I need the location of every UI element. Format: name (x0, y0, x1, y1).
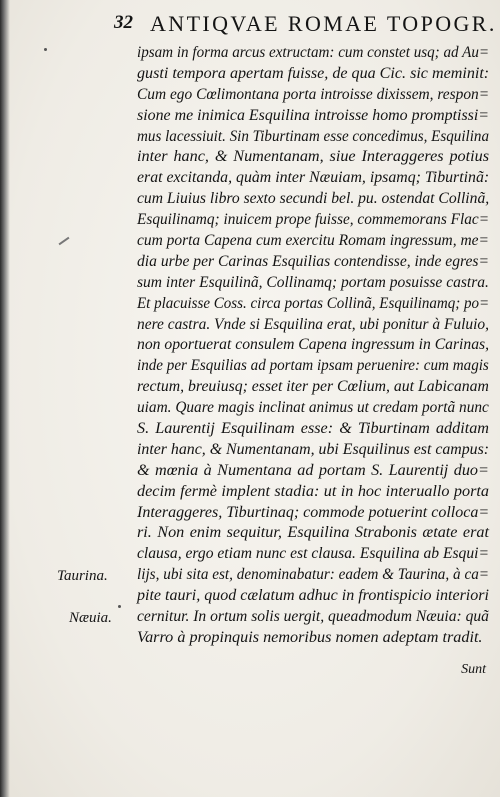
text-line: clausa, ergo etiam nunc est clausa. Esquilina ab Esqui= (137, 544, 489, 563)
text-line: decim fermè implent stadia: ut in hoc interuallo porta (137, 481, 490, 500)
text-line: Et placuisse Coss. circa portas Collinã, Esquilinamq; po= (137, 293, 490, 312)
text-line: rectum, breuiusq; esset iter per Cœlium, aut Labicanam (137, 377, 489, 396)
body-text (137, 42, 489, 648)
text-line: & mœnia à Numentana ad portam S. Laurentij duo= (137, 460, 489, 479)
text-line: Varro à propinquis nemoribus nomen adeptam tradit. (137, 627, 483, 646)
ink-mark (59, 237, 70, 246)
text-line: inter hanc, & Numentanam, siue Interaggeres potius (137, 147, 490, 166)
text-line: mus lacessiuit. Sin Tiburtinam esse concedimus, Esquilina (137, 126, 490, 145)
text-line: Esquilinamq; inuicem prope fuisse, commemorans Flac= (137, 210, 490, 229)
margin-note-naeuia: Næuia. (69, 610, 112, 626)
text-line: cum Liuius libro sexto secundi bel. pu. ostendat Collinã, (137, 189, 490, 208)
text-line: S. Laurentij Esquilinam esse: & Tiburtinam additam (137, 419, 489, 438)
margin-note-taurina: Taurina. (57, 568, 108, 584)
ink-speck (44, 48, 47, 51)
text-line: non oportuerat consulem Capena ingressum in Carinas, (137, 335, 490, 354)
text-line: sum inter Esquilinã, Collinamq; portam posuisse castra. (137, 272, 489, 291)
text-line: sione me inimica Esquilina introisse homo promptissi= (137, 105, 490, 124)
text-line: gusti tempora apertam fuisse, de qua Cic. sic meminit: (137, 63, 490, 82)
text-line: Cum ego Cœlimontana porta introisse dixissem, respon= (137, 84, 490, 103)
running-title: ANTIQVAE ROMAE TOPOGR. (150, 11, 497, 36)
text-line: lijs, ubi sita est, denominabatur: eadem & Taurina, à ca= (137, 565, 490, 584)
text-line: cernitur. In ortum solis uergit, queadmodum Næuia: quã (137, 607, 489, 626)
text-line: uiam. Quare magis inclinat animus ut credam portã nunc (137, 398, 489, 417)
catchword: Sunt (461, 662, 486, 677)
text-line: inde per Esquilias ad portam ipsam peruenire: cum magis (137, 356, 489, 375)
text-line: dia urbe per Carinas Esquilias contendisse, inde egres= (137, 251, 490, 270)
text-line: inter hanc, & Numentanam, ubi Esquilinus est campus: (137, 439, 490, 458)
page-header (114, 8, 497, 40)
binding-shadow (0, 0, 10, 797)
text-line: ri. Non enim sequitur, Esquilina Strabonis ætate erat (137, 523, 489, 542)
text-line: erat excitanda, quàm inter Næuiam, ipsamq; Tiburtinã: (137, 168, 490, 187)
page-number: 32 (114, 12, 133, 33)
text-line: pite tauri, quod cælatum adhuc in frontispicio interiori (137, 586, 489, 605)
text-line: cum porta Capena cum exercitu Romam ingressum, me= (137, 231, 489, 250)
text-line: Interaggeres, Tiburtinaq; commode potuerint colloca= (137, 502, 490, 521)
text-line: nere castra. Vnde si Esquilina erat, ubi ponitur à Fuluio, (137, 314, 490, 333)
text-line: ipsam in forma arcus extructam: cum constet usq; ad Au= (137, 43, 490, 61)
ink-speck (118, 605, 121, 608)
